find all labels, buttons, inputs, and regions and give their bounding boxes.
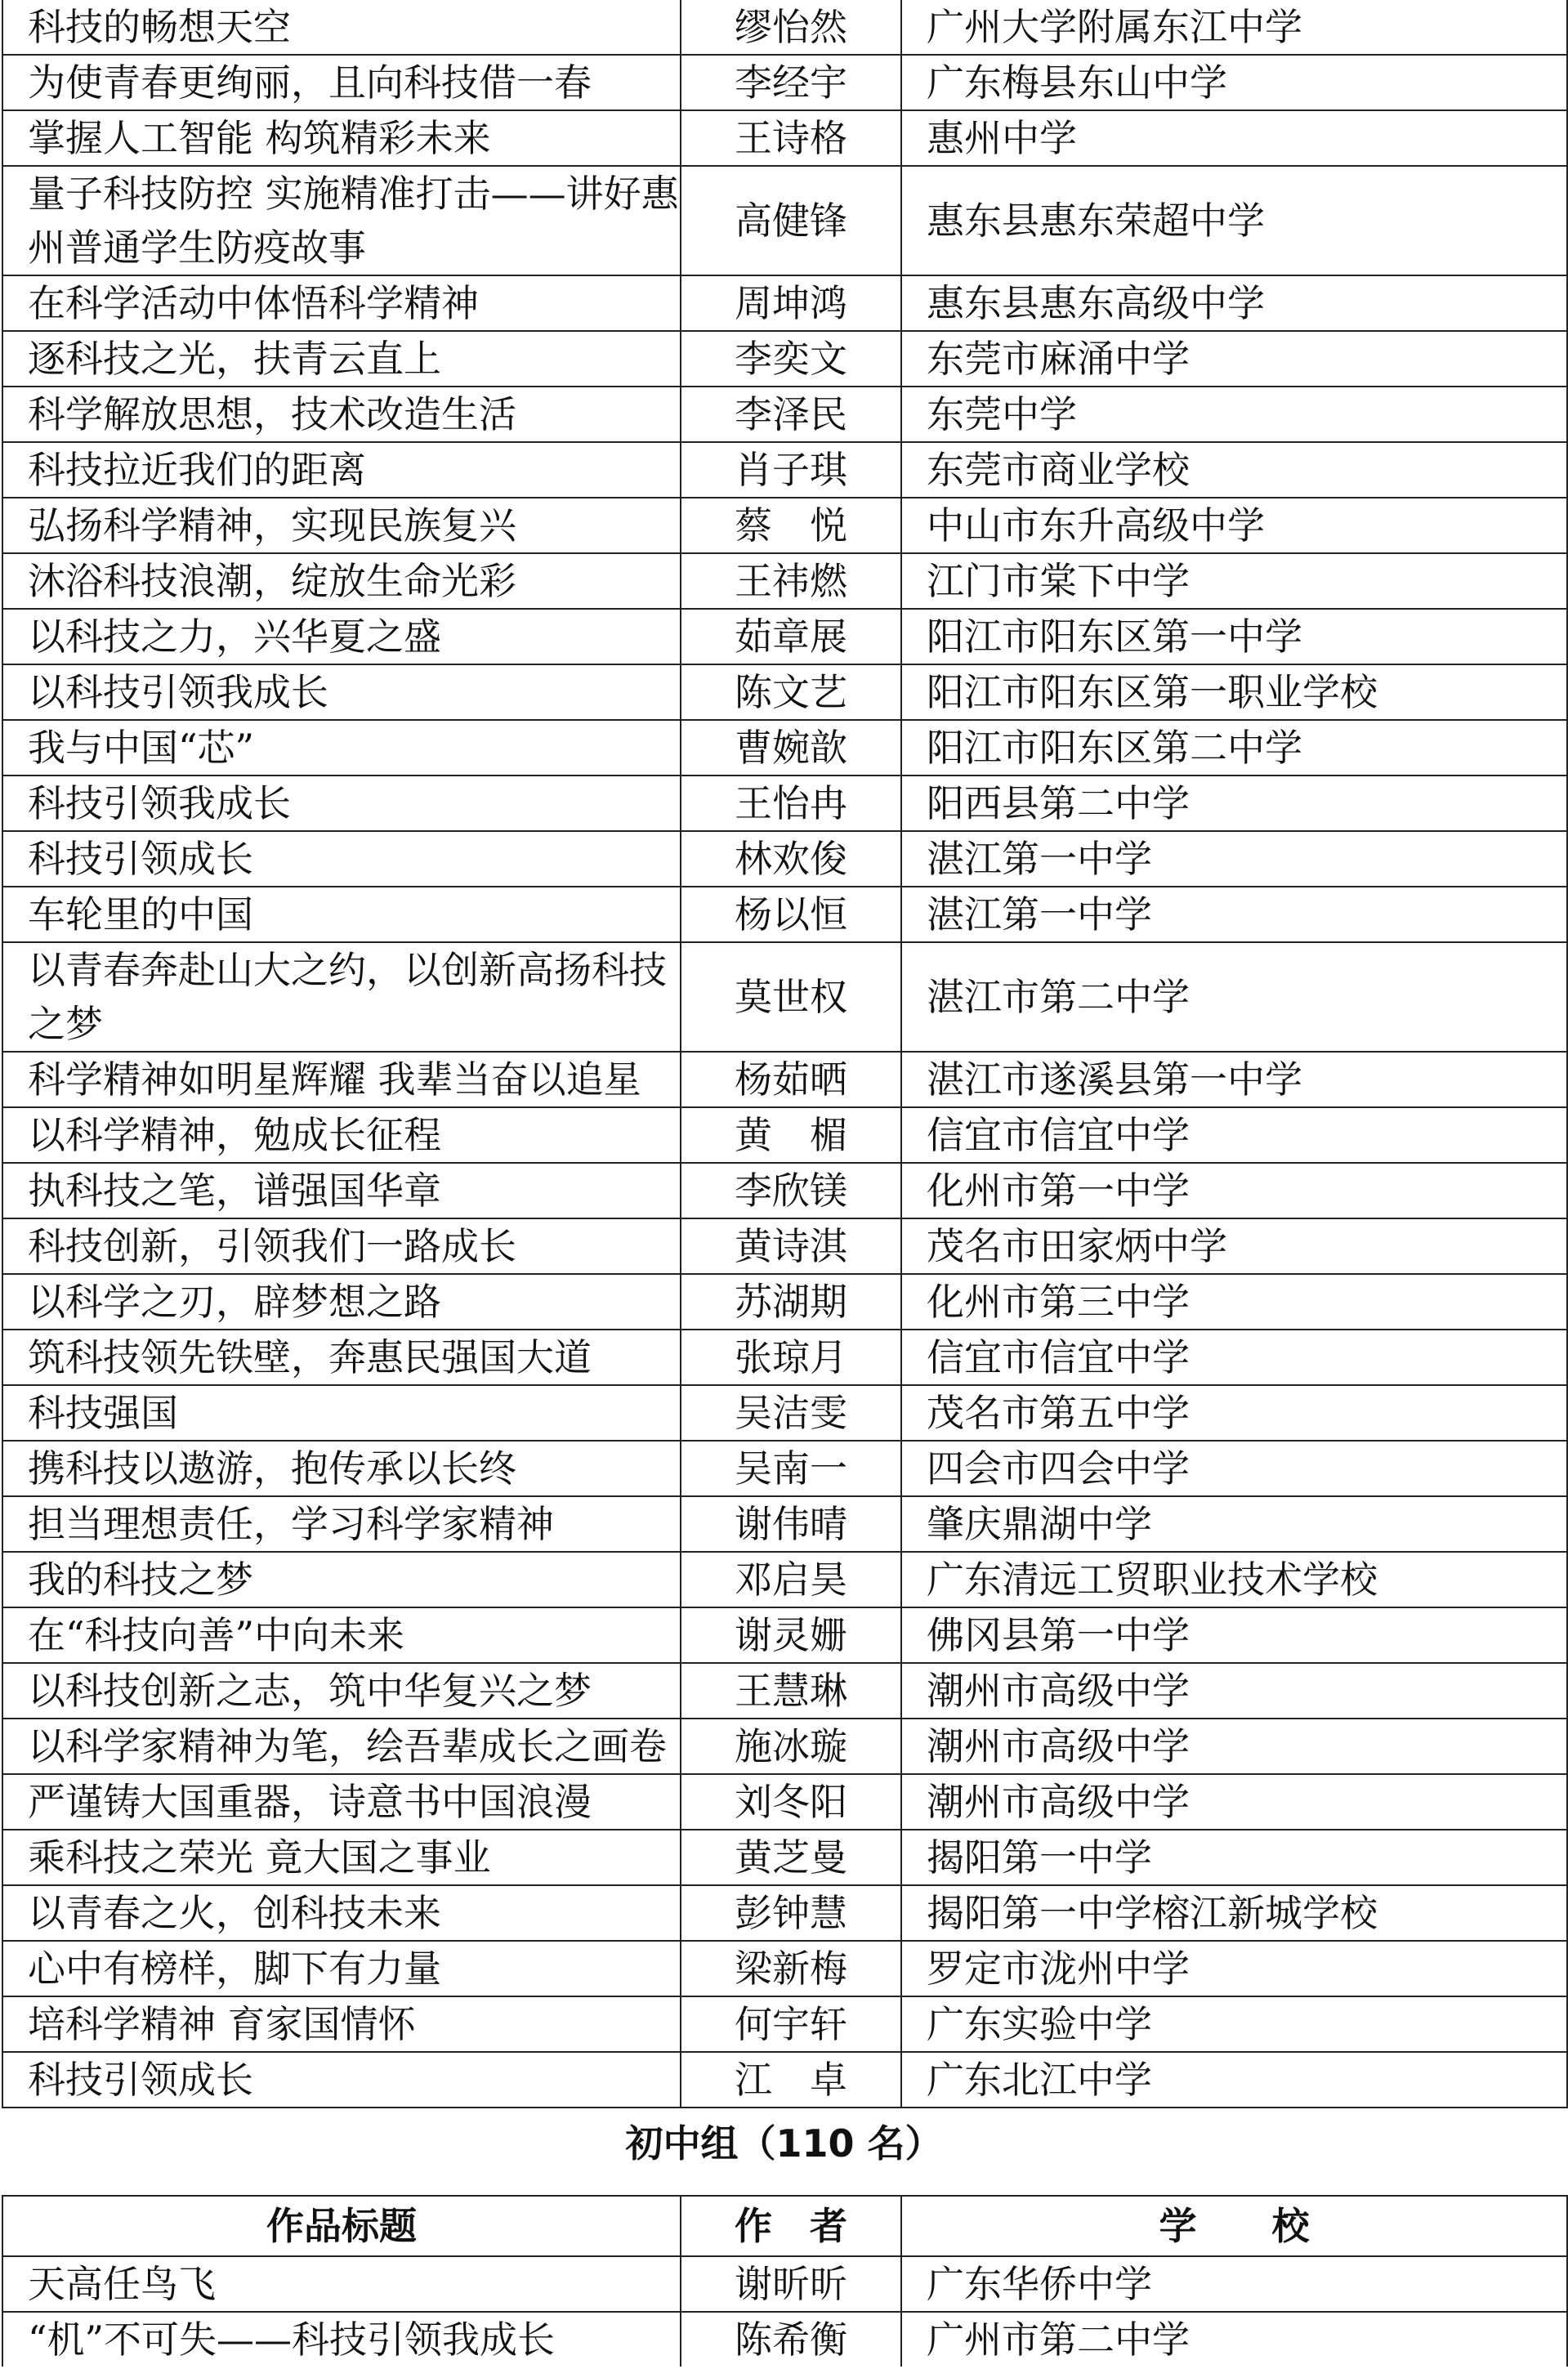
table-row — [2, 2256, 1567, 2312]
work-title-cell: 筑科技领先铁壁，奔惠民强国大道 — [2, 1330, 681, 1385]
school-cell: 四会市四会中学 — [901, 1441, 1567, 1496]
author-cell: 高健锋 — [681, 166, 901, 275]
school-cell: 信宜市信宜中学 — [901, 1107, 1567, 1163]
school-cell: 肇庆鼎湖中学 — [901, 1496, 1567, 1552]
table-row — [2, 2312, 1567, 2367]
author-cell: 林欢俊 — [681, 831, 901, 887]
school-cell: 揭阳第一中学榕江新城学校 — [901, 1885, 1567, 1941]
school-cell: 东莞市麻涌中学 — [901, 331, 1567, 387]
school-cell: 阳江市阳东区第一中学 — [901, 609, 1567, 664]
table-row — [2, 1163, 1567, 1218]
author-cell: 王慧琳 — [681, 1663, 901, 1719]
work-title-cell: 科技创新，引领我们一路成长 — [2, 1218, 681, 1274]
school-cell: 化州市第一中学 — [901, 1163, 1567, 1218]
school-cell: 罗定市泷州中学 — [901, 1941, 1567, 1996]
work-title-cell: 天高任鸟飞 — [2, 2256, 681, 2312]
table-row — [2, 553, 1567, 609]
author-cell: 曹婉歆 — [681, 720, 901, 776]
table-row — [2, 1996, 1567, 2052]
table-row — [2, 831, 1567, 887]
work-title-cell: 携科技以遨游，抱传承以长终 — [2, 1441, 681, 1496]
author-cell: 杨茹晒 — [681, 1052, 901, 1107]
author-cell: 蔡 悦 — [681, 498, 901, 553]
column-header-author: 作 者 — [681, 2196, 901, 2256]
school-cell: 中山市东升高级中学 — [901, 498, 1567, 553]
table-row — [2, 609, 1567, 664]
table-row — [2, 1885, 1567, 1941]
table-row — [2, 776, 1567, 831]
table-row — [2, 1941, 1567, 1996]
school-cell: 东莞市商业学校 — [901, 442, 1567, 498]
work-title-cell: 在“科技向善”中向未来 — [2, 1607, 681, 1663]
school-cell: 湛江第一中学 — [901, 887, 1567, 942]
table-row — [2, 1107, 1567, 1163]
work-title-cell: 科技强国 — [2, 1385, 681, 1441]
school-cell: 广东北江中学 — [901, 2052, 1567, 2108]
author-cell: 李奕文 — [681, 331, 901, 387]
author-cell: 李泽民 — [681, 387, 901, 442]
table-row — [2, 942, 1567, 1052]
author-cell: 莫世权 — [681, 942, 901, 1052]
table-header-row — [2, 2196, 1567, 2256]
school-cell: 惠东县惠东高级中学 — [901, 275, 1567, 331]
table-row — [2, 1218, 1567, 1274]
author-cell: 张琼月 — [681, 1330, 901, 1385]
author-cell: 王怡冉 — [681, 776, 901, 831]
work-title-cell: 培科学精神 育家国情怀 — [2, 1996, 681, 2052]
school-cell: 佛冈县第一中学 — [901, 1607, 1567, 1663]
table-row — [2, 275, 1567, 331]
author-cell: 吴洁雯 — [681, 1385, 901, 1441]
table-row — [2, 1385, 1567, 1441]
author-cell: 谢灵姗 — [681, 1607, 901, 1663]
author-cell: 苏湖期 — [681, 1274, 901, 1330]
school-cell: 广东华侨中学 — [901, 2256, 1567, 2312]
table-row — [2, 1441, 1567, 1496]
column-header-school: 学 校 — [901, 2196, 1567, 2256]
author-cell: 彭钟慧 — [681, 1885, 901, 1941]
work-title-cell: 以科学之刃，辟梦想之路 — [2, 1274, 681, 1330]
school-cell: 信宜市信宜中学 — [901, 1330, 1567, 1385]
table-row — [2, 55, 1567, 110]
work-title-cell: 沐浴科技浪潮，绽放生命光彩 — [2, 553, 681, 609]
work-title-cell: 执科技之笔，谱强国华章 — [2, 1163, 681, 1218]
school-cell: 潮州市高级中学 — [901, 1719, 1567, 1774]
table-row — [2, 1774, 1567, 1830]
table-row — [2, 2052, 1567, 2108]
author-cell: 李欣镁 — [681, 1163, 901, 1218]
author-cell: 黄芝曼 — [681, 1830, 901, 1885]
table-row — [2, 387, 1567, 442]
author-cell: 缪怡然 — [681, 0, 901, 55]
school-cell: 广东实验中学 — [901, 1996, 1567, 2052]
school-cell: 阳江市阳东区第一职业学校 — [901, 664, 1567, 720]
school-cell: 东莞中学 — [901, 387, 1567, 442]
author-cell: 黄 楣 — [681, 1107, 901, 1163]
work-title-cell: 科技的畅想天空 — [2, 0, 681, 55]
work-title-cell: 以科学家精神为笔，绘吾辈成长之画卷 — [2, 1719, 681, 1774]
work-title-cell: 为使青春更绚丽，且向科技借一春 — [2, 55, 681, 110]
table-row — [2, 1719, 1567, 1774]
school-cell: 湛江市第二中学 — [901, 942, 1567, 1052]
work-title-cell: 以青春之火，创科技未来 — [2, 1885, 681, 1941]
school-cell: 揭阳第一中学 — [901, 1830, 1567, 1885]
award-table-senior-body — [2, 0, 1567, 2108]
author-cell: 江 卓 — [681, 2052, 901, 2108]
work-title-cell: 掌握人工智能 构筑精彩未来 — [2, 110, 681, 166]
table-row — [2, 1607, 1567, 1663]
work-title-cell: 科学精神如明星辉耀 我辈当奋以追星 — [2, 1052, 681, 1107]
work-title-cell: 我与中国“芯” — [2, 720, 681, 776]
award-table-junior-header — [2, 2196, 1567, 2256]
school-cell: 茂名市田家炳中学 — [901, 1218, 1567, 1274]
table-row — [2, 442, 1567, 498]
school-cell: 茂名市第五中学 — [901, 1385, 1567, 1441]
award-table-senior — [2, 0, 1568, 2108]
work-title-cell: 科技引领成长 — [2, 831, 681, 887]
work-title-cell: 科学解放思想，技术改造生活 — [2, 387, 681, 442]
school-cell: 潮州市高级中学 — [901, 1774, 1567, 1830]
work-title-cell: 科技引领我成长 — [2, 776, 681, 831]
author-cell: 肖子琪 — [681, 442, 901, 498]
work-title-cell: 弘扬科学精神，实现民族复兴 — [2, 498, 681, 553]
work-title-cell: 我的科技之梦 — [2, 1552, 681, 1607]
work-title-cell: 以科技之力，兴华夏之盛 — [2, 609, 681, 664]
work-title-cell: 以科技引领我成长 — [2, 664, 681, 720]
work-title-cell: 量子科技防控 实施精准打击——讲好惠州普通学生防疫故事 — [2, 166, 681, 275]
table-row — [2, 1052, 1567, 1107]
school-cell: 湛江第一中学 — [901, 831, 1567, 887]
table-row — [2, 887, 1567, 942]
award-table-junior — [2, 2195, 1568, 2367]
author-cell: 陈希衡 — [681, 2312, 901, 2367]
author-cell: 黄诗淇 — [681, 1218, 901, 1274]
table-row — [2, 1330, 1567, 1385]
author-cell: 刘冬阳 — [681, 1774, 901, 1830]
table-row — [2, 166, 1567, 275]
author-cell: 梁新梅 — [681, 1941, 901, 1996]
school-cell: 广东梅县东山中学 — [901, 55, 1567, 110]
work-title-cell: 乘科技之荣光 竟大国之事业 — [2, 1830, 681, 1885]
school-cell: 广州大学附属东江中学 — [901, 0, 1567, 55]
school-cell: 阳西县第二中学 — [901, 776, 1567, 831]
school-cell: 化州市第三中学 — [901, 1274, 1567, 1330]
author-cell: 何宇轩 — [681, 1996, 901, 2052]
work-title-cell: 以科技创新之志，筑中华复兴之梦 — [2, 1663, 681, 1719]
author-cell: 王祎燃 — [681, 553, 901, 609]
work-title-cell: 以青春奔赴山大之约，以创新高扬科技之梦 — [2, 942, 681, 1052]
author-cell: 茹章展 — [681, 609, 901, 664]
author-cell: 谢昕昕 — [681, 2256, 901, 2312]
author-cell: 谢伟晴 — [681, 1496, 901, 1552]
table-row — [2, 1496, 1567, 1552]
school-cell: 湛江市遂溪县第一中学 — [901, 1052, 1567, 1107]
table-row — [2, 0, 1567, 55]
school-cell: 阳江市阳东区第二中学 — [901, 720, 1567, 776]
author-cell: 杨以恒 — [681, 887, 901, 942]
award-table-junior-body — [2, 2256, 1567, 2367]
work-title-cell: 严谨铸大国重器，诗意书中国浪漫 — [2, 1774, 681, 1830]
table-row — [2, 720, 1567, 776]
work-title-cell: 在科学活动中体悟科学精神 — [2, 275, 681, 331]
author-cell: 王诗格 — [681, 110, 901, 166]
work-title-cell: 逐科技之光，扶青云直上 — [2, 331, 681, 387]
work-title-cell: “机”不可失——科技引领我成长 — [2, 2312, 681, 2367]
column-header-title: 作品标题 — [2, 2196, 681, 2256]
table-row — [2, 331, 1567, 387]
school-cell: 广东清远工贸职业技术学校 — [901, 1552, 1567, 1607]
school-cell: 惠州中学 — [901, 110, 1567, 166]
work-title-cell: 科技拉近我们的距离 — [2, 442, 681, 498]
table-row — [2, 664, 1567, 720]
school-cell: 广州市第二中学 — [901, 2312, 1567, 2367]
table-row — [2, 498, 1567, 553]
work-title-cell: 以科学精神，勉成长征程 — [2, 1107, 681, 1163]
school-cell: 潮州市高级中学 — [901, 1663, 1567, 1719]
table-row — [2, 1663, 1567, 1719]
table-row — [2, 1830, 1567, 1885]
work-title-cell: 科技引领成长 — [2, 2052, 681, 2108]
section-heading: 初中组（110 名） — [625, 2121, 943, 2166]
author-cell: 吴南一 — [681, 1441, 901, 1496]
author-cell: 周坤鸿 — [681, 275, 901, 331]
table-row — [2, 1274, 1567, 1330]
work-title-cell: 心中有榜样，脚下有力量 — [2, 1941, 681, 1996]
table-row — [2, 1552, 1567, 1607]
author-cell: 施冰璇 — [681, 1719, 901, 1774]
author-cell: 李经宇 — [681, 55, 901, 110]
author-cell: 陈文艺 — [681, 664, 901, 720]
work-title-cell: 车轮里的中国 — [2, 887, 681, 942]
work-title-cell: 担当理想责任，学习科学家精神 — [2, 1496, 681, 1552]
school-cell: 惠东县惠东荣超中学 — [901, 166, 1567, 275]
school-cell: 江门市棠下中学 — [901, 553, 1567, 609]
table-row — [2, 110, 1567, 166]
author-cell: 邓启昊 — [681, 1552, 901, 1607]
